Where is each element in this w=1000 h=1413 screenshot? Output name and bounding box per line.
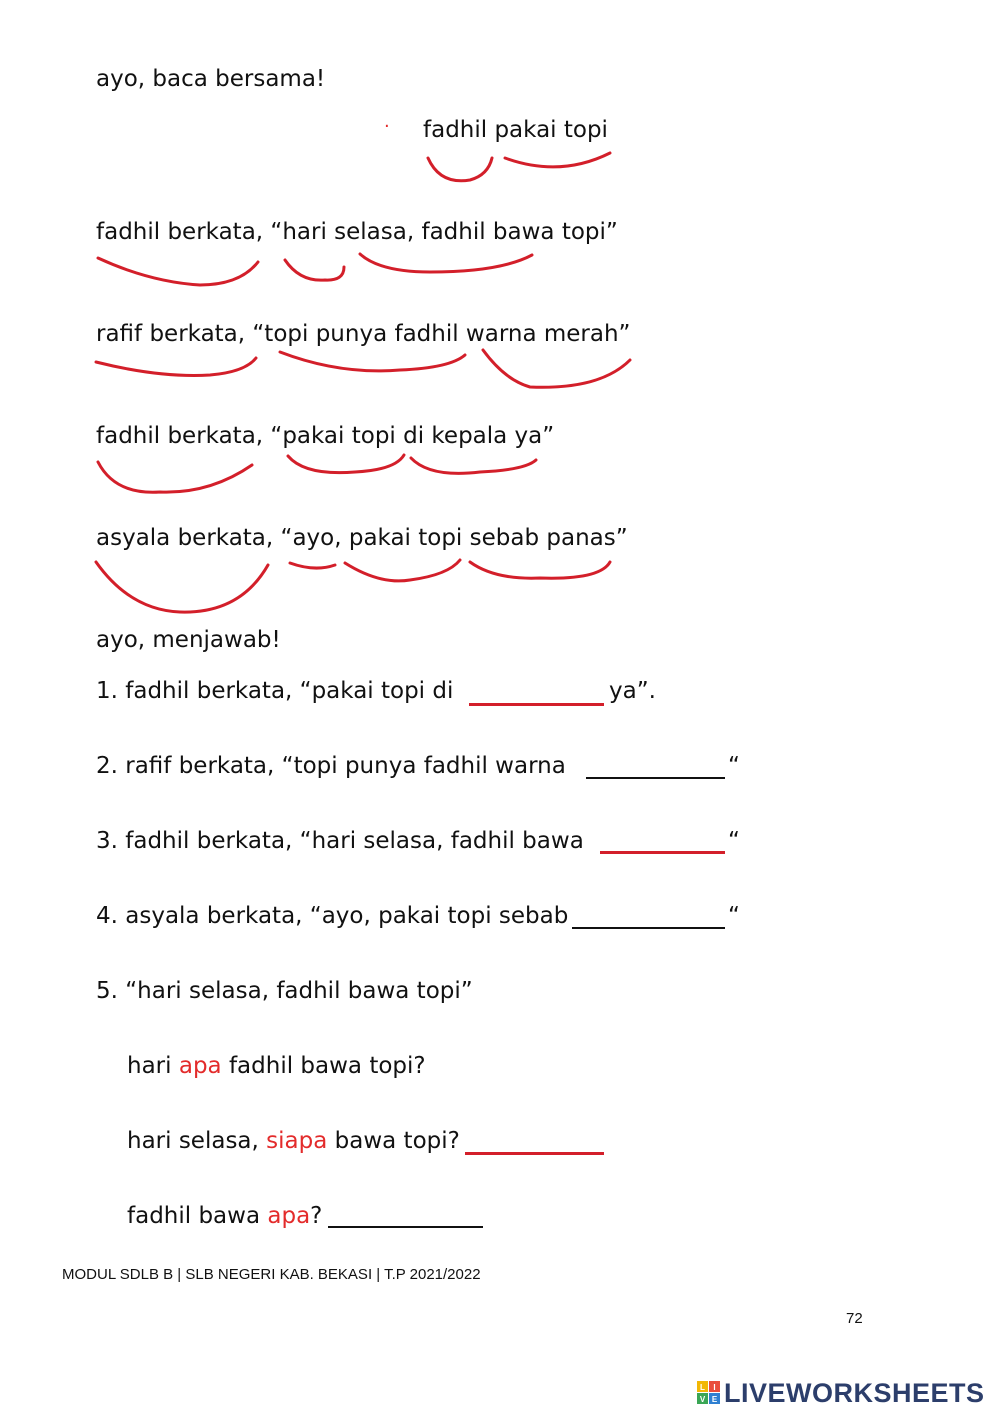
footer-module-info: MODUL SDLB B | SLB NEGERI KAB. BEKASI | T.P 2021/2022 [62, 1266, 481, 1283]
sub-question-2-pre: hari selasa, [127, 1128, 267, 1154]
stroke-l3-a [96, 358, 256, 375]
sub-question-3-pre: fadhil bawa [127, 1203, 268, 1229]
stroke-l2-a [98, 258, 258, 285]
question-4-end: “ [728, 903, 740, 929]
logo-letter-v: V [699, 1395, 706, 1404]
stroke-l2-c [360, 254, 532, 272]
sub-question-1 [127, 1051, 426, 1081]
logo-letter-l: L [700, 1383, 705, 1392]
answer-blank-1[interactable] [469, 703, 604, 706]
reading-heading: ayo, baca bersama! [96, 66, 326, 92]
sub-question-1-post: fadhil bawa topi? [221, 1053, 426, 1079]
question-5-text: 5. “hari selasa, fadhil bawa topi” [96, 978, 473, 1004]
sub-question-2-keyword: siapa [266, 1128, 328, 1154]
answer-blank-sub-2[interactable] [465, 1152, 604, 1155]
liveworksheets-logo-icon [697, 1381, 721, 1405]
sub-question-1-pre: hari [127, 1053, 179, 1079]
reading-line-4: fadhil berkata, “pakai topi di kepala ya” [96, 423, 555, 449]
stroke-fadhil [428, 158, 492, 181]
logo-letter-e: E [711, 1395, 718, 1404]
sub-question-2 [127, 1126, 460, 1156]
reading-line-3: rafif berkata, “topi punya fadhil warna merah” [96, 321, 631, 347]
liveworksheets-brand[interactable] [697, 1378, 985, 1408]
reading-line-1: fadhil pakai topi [423, 117, 608, 143]
stroke-l4-a [98, 462, 252, 492]
questions-heading: ayo, menjawab! [96, 627, 281, 653]
stroke-l4-c [411, 458, 536, 473]
question-3-end: “ [728, 828, 740, 854]
stroke-l3-b [280, 352, 465, 371]
stroke-l5-d [470, 562, 610, 578]
stroke-pakai-topi [505, 153, 610, 167]
stroke-l2-b [285, 260, 344, 280]
question-2-end: “ [728, 753, 740, 779]
sub-question-3-keyword: apa [267, 1203, 311, 1229]
answer-blank-2[interactable] [586, 777, 725, 779]
reading-line-2: fadhil berkata, “hari selasa, fadhil bawa topi” [96, 219, 618, 245]
sub-question-2-post: bawa topi? [327, 1128, 460, 1154]
question-3-text: 3. fadhil berkata, “hari selasa, fadhil bawa [96, 828, 584, 854]
stroke-l5-b [290, 563, 335, 568]
stroke-l4-b [288, 455, 404, 473]
question-1-end: ya”. [609, 678, 656, 704]
logo-letter-i: I [713, 1383, 716, 1392]
answer-blank-3[interactable] [600, 851, 725, 854]
sub-question-1-keyword: apa [178, 1053, 222, 1079]
question-2-text: 2. rafif berkata, “topi punya fadhil warna [96, 753, 566, 779]
question-4-text: 4. asyala berkata, “ayo, pakai topi sebab [96, 903, 569, 929]
answer-blank-sub-3[interactable] [328, 1226, 483, 1228]
reading-line-5: asyala berkata, “ayo, pakai topi sebab panas” [96, 525, 628, 551]
brand-name: LIVEWORKSHEETS [724, 1378, 985, 1408]
bullet-mark: · [384, 116, 390, 137]
sub-question-3 [127, 1201, 322, 1231]
stroke-l5-a [96, 562, 268, 612]
page-number: 72 [846, 1310, 863, 1327]
answer-blank-4[interactable] [572, 927, 725, 929]
stroke-l3-c [483, 350, 630, 387]
stroke-l5-c [345, 560, 460, 581]
sub-question-3-post: ? [310, 1203, 323, 1229]
question-1-text: 1. fadhil berkata, “pakai topi di [96, 678, 454, 704]
